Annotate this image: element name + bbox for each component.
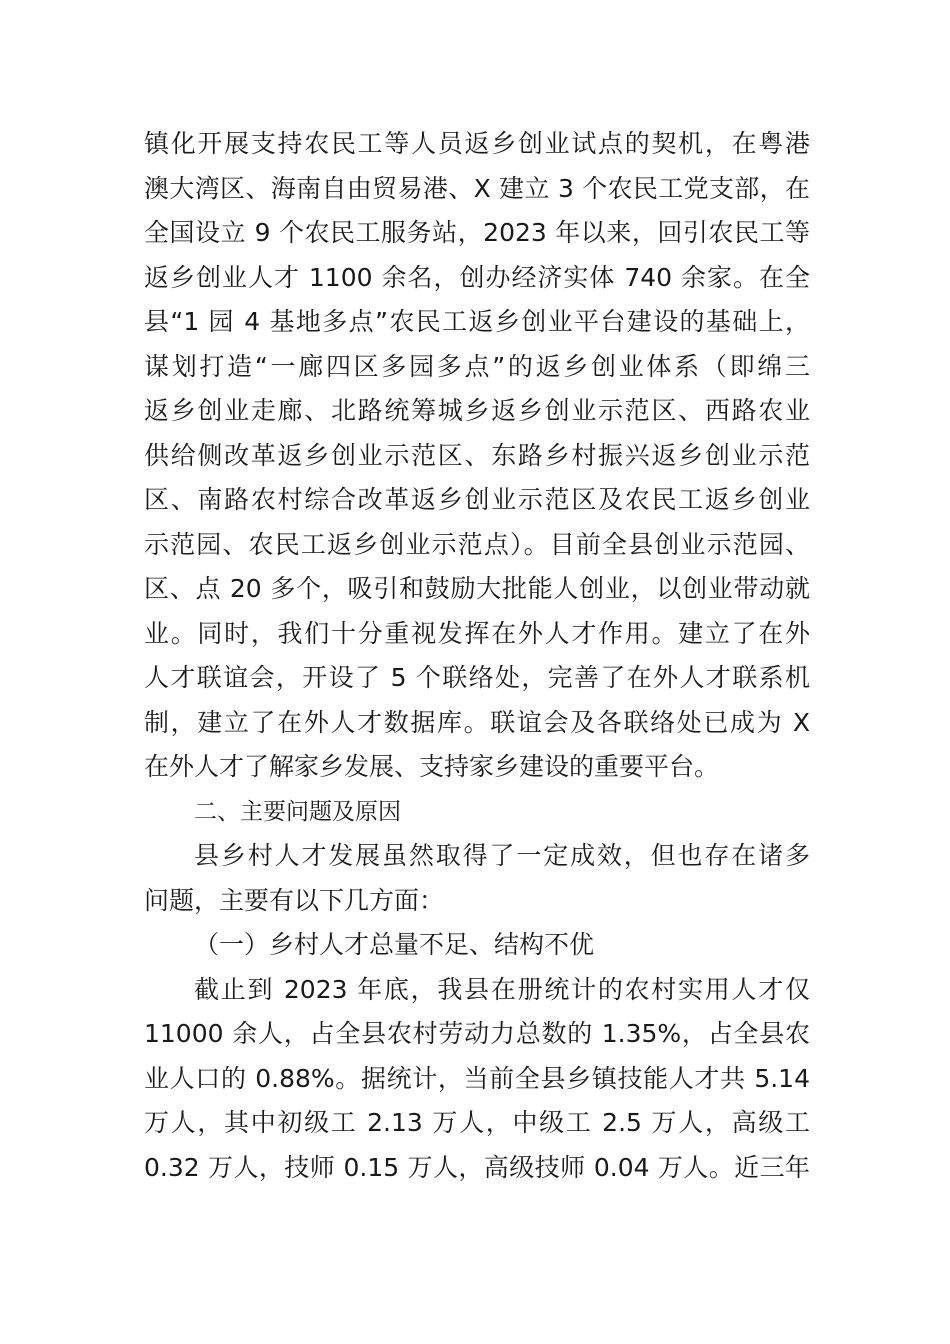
subsection-heading: （一）乡村人才总量不足、结构不优 xyxy=(194,930,595,959)
text-line: 全国设立 9 个农民工服务站，2023 年以来，回引农民工等 xyxy=(144,218,810,247)
text-line: 业。同时，我们十分重视发挥在外人才作用。建立了在外 xyxy=(144,618,810,648)
text-line: 区、点 20 多个，吸引和鼓励大批能人创业，以创业带动就 xyxy=(144,574,810,603)
text-line: 0.32 万人，技师 0.15 万人，高级技师 0.04 万人。近三年 xyxy=(144,1152,810,1182)
text-line: 人才联谊会，开设了 5 个联络处，完善了在外人才联系机 xyxy=(144,663,810,692)
text-line: 返乡创业走廊、北路统筹城乡返乡创业示范区、西路农业 xyxy=(144,396,810,425)
text-line: 区、南路农村综合改革返乡创业示范区及农民工返乡创业 xyxy=(144,485,810,514)
text-line: 问题，主要有以下几方面： xyxy=(144,885,445,915)
text-line: 澳大湾区、海南自由贸易港、X 建立 3 个农民工党支部，在 xyxy=(144,173,810,203)
text-line: 县乡村人才发展虽然取得了一定成效，但也存在诸多 xyxy=(194,841,810,870)
text-line: 业人口的 0.88%。据统计，当前全县乡镇技能人才共 5.14 xyxy=(144,1063,810,1093)
text-line: 制，建立了在外人才数据库。联谊会及各联络处已成为 X xyxy=(144,707,810,737)
text-line: 11000 余人，占全县农村劳动力总数的 1.35%，占全县农 xyxy=(144,1019,810,1048)
text-line: 万人，其中初级工 2.13 万人，中级工 2.5 万人，高级工 xyxy=(144,1108,810,1137)
text-line: 谋划打造“一廊四区多园多点”的返乡创业体系（即绵三 xyxy=(144,351,810,381)
text-line: 供给侧改革返乡创业示范区、东路乡村振兴返乡创业示范 xyxy=(144,440,810,470)
section-heading: 二、主要问题及原因 xyxy=(194,798,401,825)
text-line: 截止到 2023 年底，我县在册统计的农村实用人才仅 xyxy=(194,974,810,1004)
text-line: 镇化开展支持农民工等人员返乡创业试点的契机，在粤港 xyxy=(144,129,810,158)
text-line: 示范园、农民工返乡创业示范点）。目前全县创业示范园、 xyxy=(144,529,810,559)
text-line: 返乡创业人才 1100 余名，创办经济实体 740 余家。在全 xyxy=(144,262,810,292)
document-body xyxy=(144,122,810,1190)
text-line: 在外人才了解家乡发展、支持家乡建设的重要平台。 xyxy=(144,752,720,781)
text-line: 县“1 园 4 基地多点”农民工返乡创业平台建设的基础上， xyxy=(144,307,810,336)
